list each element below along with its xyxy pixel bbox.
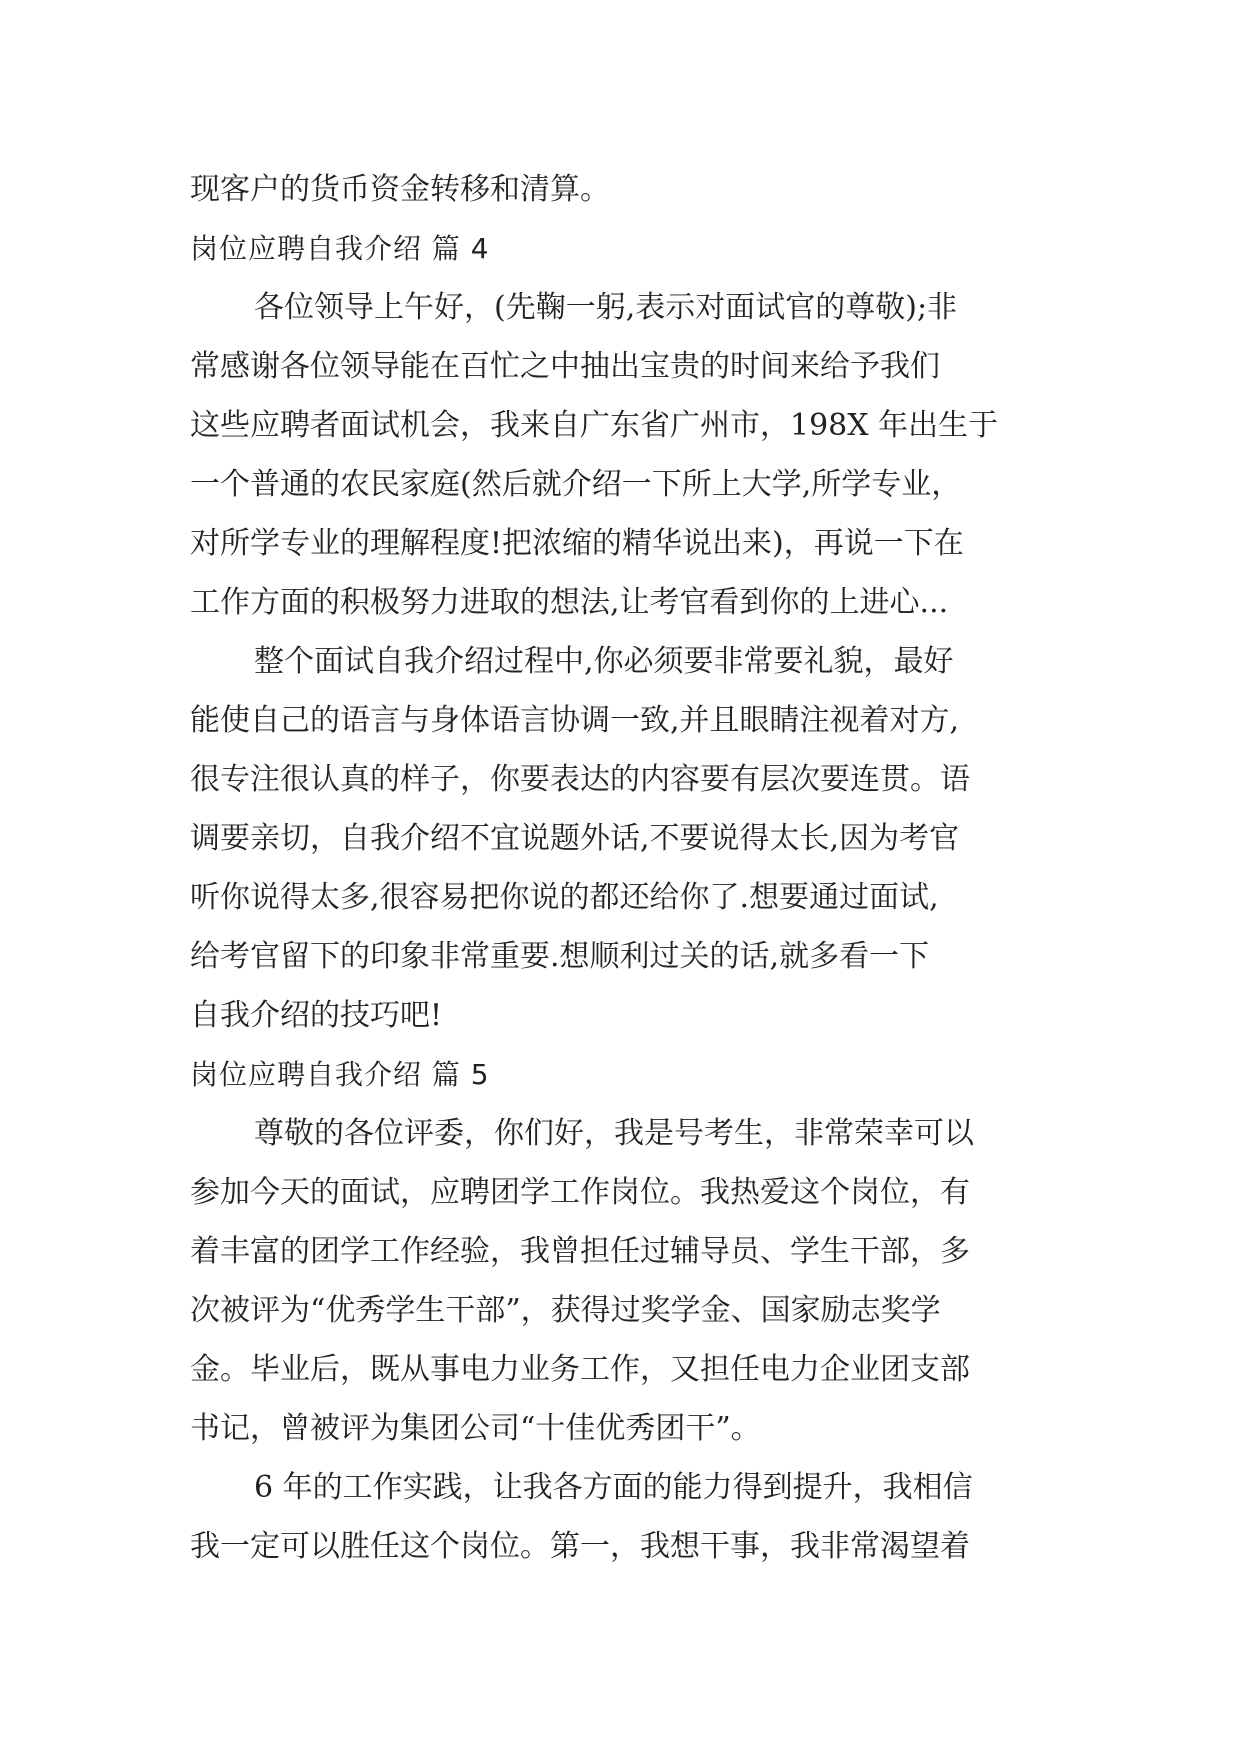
paragraph-line: 调要亲切，自我介绍不宜说题外话,不要说得太长,因为考官: [190, 821, 960, 856]
paragraph-line: 着丰富的团学工作经验，我曾担任过辅导员、学生干部，多: [190, 1234, 970, 1269]
paragraph-line: 一个普通的农民家庭(然后就介绍一下所上大学,所学专业，: [190, 467, 962, 502]
document-body: [190, 160, 1050, 1576]
paragraph-line: 对所学专业的理解程度!把浓缩的精华说出来)，再说一下在: [190, 526, 964, 561]
section-heading: 岗位应聘自我介绍 篇 5: [190, 1058, 490, 1091]
paragraph-line: 自我介绍的技巧吧!: [190, 998, 443, 1033]
paragraph-line: 现客户的货币资金转移和清算。: [190, 172, 610, 207]
paragraph-line: 能使自己的语言与身体语言协调一致,并且眼睛注视着对方,: [190, 703, 960, 738]
paragraph-line: 工作方面的积极努力进取的想法,让考官看到你的上进心...: [190, 585, 949, 620]
section-heading: 岗位应聘自我介绍 篇 4: [190, 232, 490, 265]
paragraph-line: 给考官留下的印象非常重要.想顺利过关的话,就多看一下: [190, 939, 930, 974]
paragraph-line: 各位领导上午好，(先鞠一躬,表示对面试官的尊敬);非: [254, 290, 958, 325]
paragraph-line: 很专注很认真的样子，你要表达的内容要有层次要连贯。语: [190, 762, 970, 797]
paragraph-line: 这些应聘者面试机会，我来自广东省广州市，198X 年出生于: [190, 408, 999, 443]
paragraph-line: 我一定可以胜任这个岗位。第一，我想干事，我非常渴望着: [190, 1529, 970, 1564]
paragraph-line: 整个面试自我介绍过程中,你必须要非常要礼貌，最好: [254, 644, 954, 679]
paragraph-line: 参加今天的面试，应聘团学工作岗位。我热爱这个岗位，有: [190, 1175, 970, 1210]
paragraph-line: 次被评为“优秀学生干部”，获得过奖学金、国家励志奖学: [190, 1293, 941, 1328]
paragraph-line: 常感谢各位领导能在百忙之中抽出宝贵的时间来给予我们: [190, 349, 940, 384]
paragraph-line: 书记，曾被评为集团公司“十佳优秀团干”。: [190, 1411, 761, 1446]
paragraph-line: 金。毕业后，既从事电力业务工作，又担任电力企业团支部: [190, 1352, 970, 1387]
paragraph-line: 6 年的工作实践，让我各方面的能力得到提升，我相信: [254, 1470, 973, 1505]
paragraph-line: 尊敬的各位评委，你们好，我是号考生，非常荣幸可以: [254, 1116, 974, 1151]
paragraph-line: 听你说得太多,很容易把你说的都还给你了.想要通过面试,: [190, 880, 939, 915]
